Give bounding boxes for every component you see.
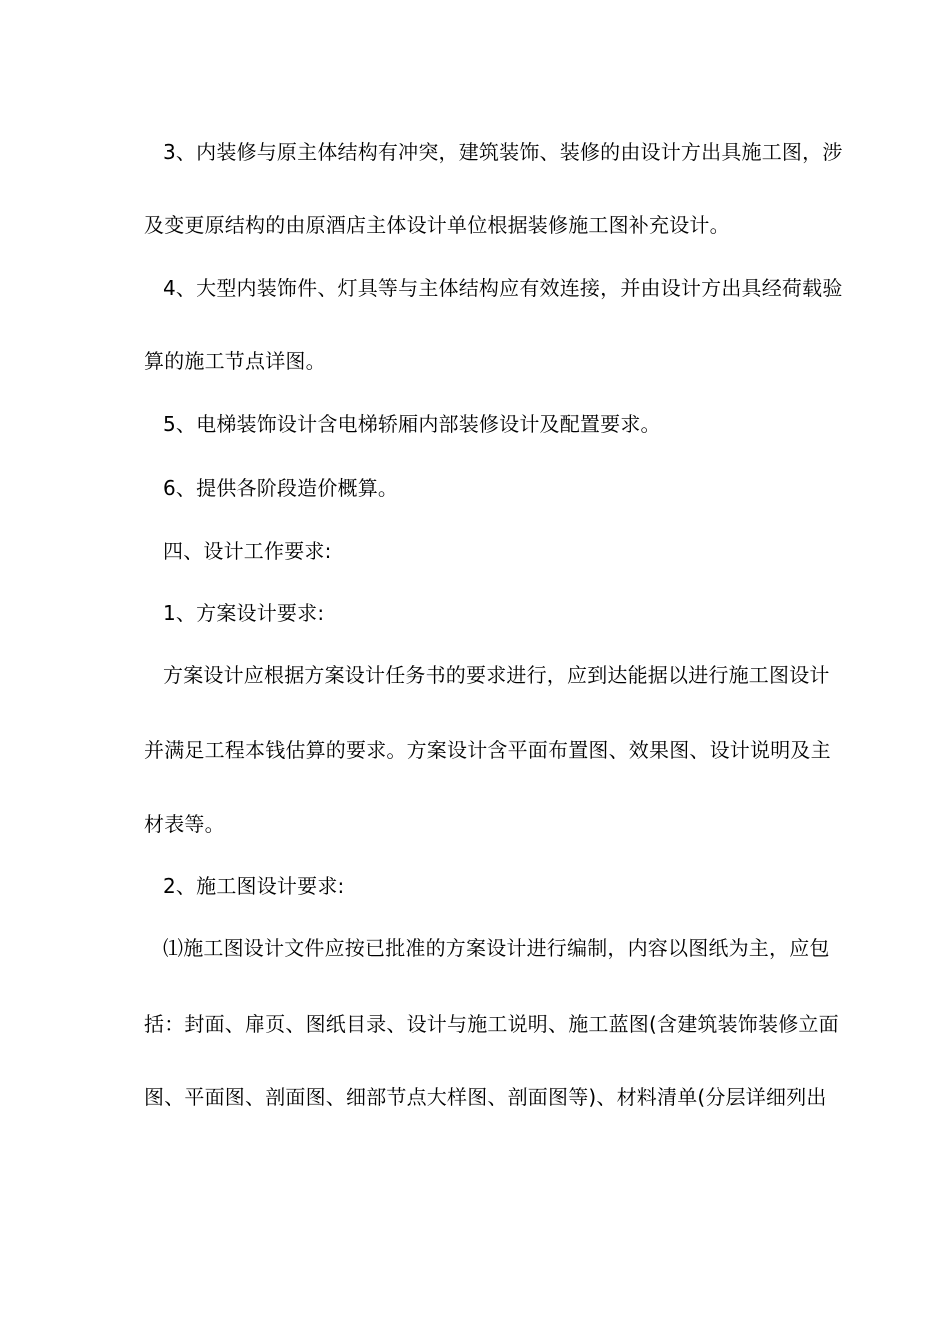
construction-paragraph-line-3: 图、平面图、剖面图、细部节点大样图、剖面图等)、材料清单(分层详细列出	[144, 1085, 827, 1109]
paragraph-4-line-2: 算的施工节点详图。	[144, 349, 326, 373]
paragraph-6: 6、提供各阶段造价概算。	[163, 476, 399, 500]
subheading-1: 1、方案设计要求:	[163, 601, 325, 625]
paragraph-4-line-1: 4、大型内装饰件、灯具等与主体结构应有效连接，并由设计方出具经荷载验	[163, 276, 843, 300]
section-heading-4: 四、设计工作要求:	[163, 539, 332, 563]
construction-paragraph-line-1: ⑴施工图设计文件应按已批准的方案设计进行编制，内容以图纸为主，应包	[163, 936, 830, 960]
subheading-2: 2、施工图设计要求:	[163, 874, 345, 898]
scheme-paragraph-line-3: 材表等。	[144, 812, 225, 836]
construction-paragraph-line-2: 括：封面、扉页、图纸目录、设计与施工说明、施工蓝图(含建筑装饰装修立面	[144, 1012, 839, 1036]
scheme-paragraph-line-1: 方案设计应根据方案设计任务书的要求进行，应到达能据以进行施工图设计	[163, 663, 830, 687]
paragraph-3-line-2: 及变更原结构的由原酒店主体设计单位根据装修施工图补充设计。	[144, 213, 730, 237]
paragraph-5: 5、电梯装饰设计含电梯轿厢内部装修设计及配置要求。	[163, 412, 661, 436]
paragraph-3-line-1: 3、内装修与原主体结构有冲突，建筑装饰、装修的由设计方出具施工图，涉	[163, 140, 843, 164]
scheme-paragraph-line-2: 并满足工程本钱估算的要求。方案设计含平面布置图、效果图、设计说明及主	[144, 738, 831, 762]
